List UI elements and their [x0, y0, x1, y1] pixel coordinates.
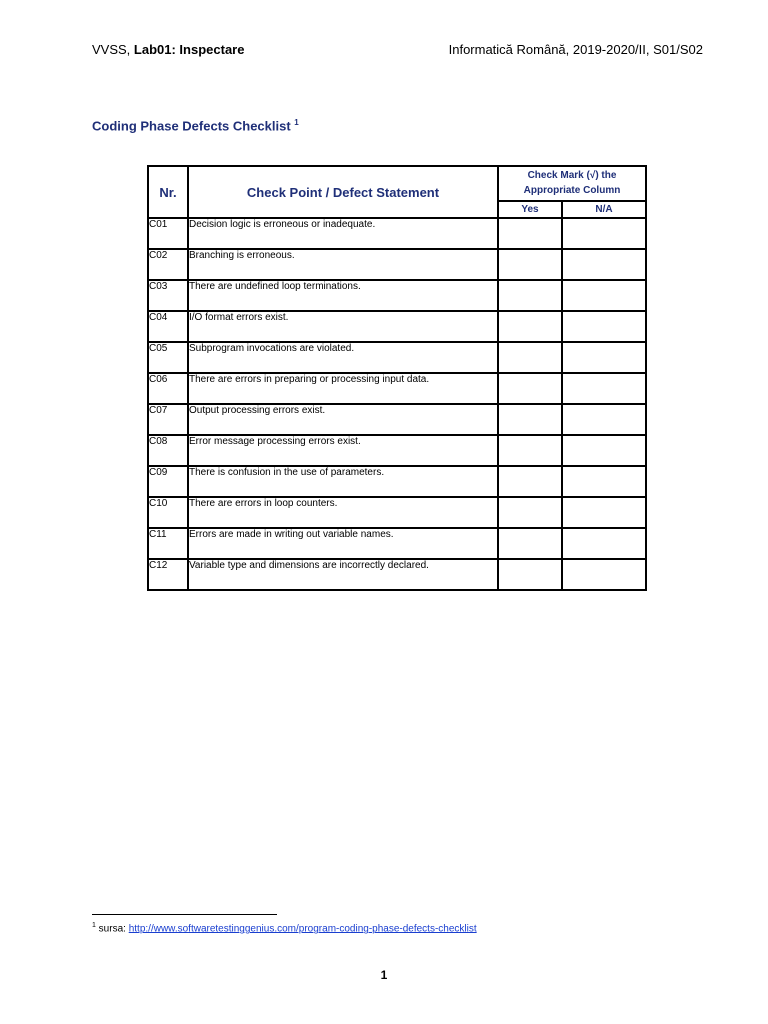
row-statement: I/O format errors exist.	[188, 311, 498, 342]
row-code: C01	[148, 218, 188, 249]
na-cell[interactable]	[562, 466, 646, 497]
row-code: C07	[148, 404, 188, 435]
footnote-divider	[92, 914, 277, 915]
yes-cell[interactable]	[498, 280, 562, 311]
page-number: 1	[380, 968, 388, 982]
yes-cell[interactable]	[498, 311, 562, 342]
table-row	[148, 466, 646, 497]
row-statement: Subprogram invocations are violated.	[188, 342, 498, 373]
table-row	[148, 528, 646, 559]
na-cell[interactable]	[562, 373, 646, 404]
header-nr: Nr.	[148, 166, 188, 218]
row-code: C08	[148, 435, 188, 466]
defects-checklist-table	[147, 165, 647, 591]
row-statement: Variable type and dimensions are incorrectly declared.	[188, 559, 498, 590]
na-cell[interactable]	[562, 311, 646, 342]
row-code: C03	[148, 280, 188, 311]
row-statement: There are errors in preparing or processing input data.	[188, 373, 498, 404]
row-code: C09	[148, 466, 188, 497]
yes-cell[interactable]	[498, 497, 562, 528]
table-row	[148, 280, 646, 311]
page-header-right: Informatică Română, 2019-2020/II, S01/S02	[448, 42, 703, 57]
table-row	[148, 497, 646, 528]
row-statement: There are errors in loop counters.	[188, 497, 498, 528]
table-row	[148, 559, 646, 590]
page-header-left: VVSS, Lab01: Inspectare	[92, 42, 245, 57]
row-statement: Error message processing errors exist.	[188, 435, 498, 466]
yes-cell[interactable]	[498, 559, 562, 590]
header-statement: Check Point / Defect Statement	[188, 166, 498, 218]
na-cell[interactable]	[562, 559, 646, 590]
table-row	[148, 404, 646, 435]
table-row	[148, 435, 646, 466]
yes-cell[interactable]	[498, 373, 562, 404]
footnote-mark: 1	[92, 922, 96, 929]
na-cell[interactable]	[562, 435, 646, 466]
yes-cell[interactable]	[498, 404, 562, 435]
yes-cell[interactable]	[498, 466, 562, 497]
footnote: $^1$ sursa: http://www.softwaretestinggenius.com/program-coding-phase-defects-checklist	[92, 922, 477, 935]
yes-cell[interactable]	[498, 435, 562, 466]
yes-cell[interactable]	[498, 218, 562, 249]
row-statement: Branching is erroneous.	[188, 249, 498, 280]
row-code: C04	[148, 311, 188, 342]
row-statement: Errors are made in writing out variable names.	[188, 528, 498, 559]
title-footnote-mark: 1	[294, 118, 299, 127]
na-cell[interactable]	[562, 528, 646, 559]
source-link[interactable]: http://www.softwaretestinggenius.com/program-coding-phase-defects-checklist	[128, 923, 477, 935]
header-lab-title: Lab01: Inspectare	[133, 42, 245, 57]
yes-cell[interactable]	[498, 528, 562, 559]
table-row	[148, 218, 646, 249]
row-code: C11	[148, 528, 188, 559]
row-code: C12	[148, 559, 188, 590]
row-statement: There are undefined loop terminations.	[188, 280, 498, 311]
row-statement: Output processing errors exist.	[188, 404, 498, 435]
row-code: C05	[148, 342, 188, 373]
header-na: N/A	[562, 201, 646, 218]
row-statement: Decision logic is erroneous or inadequate.	[188, 218, 498, 249]
na-cell[interactable]	[562, 342, 646, 373]
table-row	[148, 373, 646, 404]
yes-cell[interactable]	[498, 342, 562, 373]
row-code: C06	[148, 373, 188, 404]
na-cell[interactable]	[562, 280, 646, 311]
na-cell[interactable]	[562, 249, 646, 280]
table-row	[148, 342, 646, 373]
header-yes: Yes	[498, 201, 562, 218]
row-statement: There is confusion in the use of parameters.	[188, 466, 498, 497]
na-cell[interactable]	[562, 218, 646, 249]
na-cell[interactable]	[562, 404, 646, 435]
row-code: C10	[148, 497, 188, 528]
row-code: C02	[148, 249, 188, 280]
yes-cell[interactable]	[498, 249, 562, 280]
table-row	[148, 311, 646, 342]
header-check-mark: Check Mark (√) the Appropriate Column	[498, 166, 646, 201]
na-cell[interactable]	[562, 497, 646, 528]
table-row	[148, 249, 646, 280]
checklist-title: Coding Phase Defects Checklist $^1$	[92, 118, 299, 134]
